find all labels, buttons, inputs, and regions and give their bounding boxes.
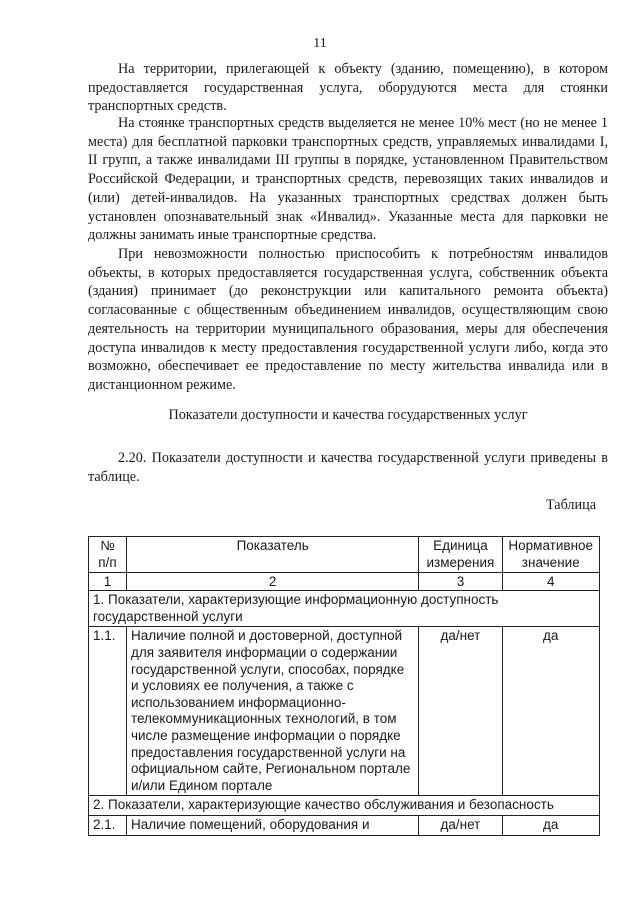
- column-number: 1: [89, 573, 127, 591]
- column-number: 4: [502, 573, 600, 591]
- row-unit: да/нет: [419, 815, 502, 835]
- table-section-row: [89, 591, 600, 627]
- row-indicator: Наличие помещений, оборудования и: [126, 815, 418, 835]
- table-header-row: [89, 537, 600, 573]
- header-unit: Единица измерения: [419, 537, 502, 573]
- header-num: № п/п: [89, 537, 127, 573]
- table-caption: Таблица: [545, 497, 596, 513]
- paragraph-text: 2.20. Показатели доступности и качества государственной услуги приведены в таблице.: [88, 450, 608, 485]
- table-row: [89, 627, 600, 796]
- paragraph-2-20: [88, 449, 608, 486]
- page-number: 11: [313, 36, 327, 51]
- column-number: 3: [419, 573, 502, 591]
- paragraph-text: При невозможности полностью приспособить к потребностям инвалидов объекты, в которых предоставляется государственная услуга, собственник объекта (здания) принимает (до реконструкции или капитального ремонта объекта) согласованные с общественным объединением инвалидов, осуществляющим свою деятельность на территории муниципального образования, меры для обеспечения доступа инвалидов к месту предоставления государственной услуги либо, когда это возможно, обеспечивает ее предоставление по месту жительства инвалида или в дистанционном режиме.: [88, 246, 608, 393]
- row-norm: да: [502, 627, 600, 796]
- header-indicator: Показатель: [126, 537, 418, 573]
- row-unit: да/нет: [419, 627, 502, 796]
- indicators-table: [88, 536, 600, 836]
- paragraph-disabled-parking: [88, 114, 608, 245]
- paragraph-parking-area: [88, 60, 608, 116]
- header-norm: Нормативное значение: [502, 537, 600, 573]
- row-num: 2.1.: [89, 815, 127, 835]
- paragraph-accessibility-measures: [88, 245, 608, 395]
- column-numbers-row: [89, 573, 600, 591]
- column-number: 2: [126, 573, 418, 591]
- row-norm: да: [502, 815, 600, 835]
- row-indicator: Наличие полной и достоверной, доступной для заявителя информации о содержании государственной услуги, способах, порядке и условиях ее получения, а также с использованием информационно-телекоммуникационных технологий, в том числе размещение информации о порядке предоставления государственной услуги на официальном сайте, Региональном портале и/или Едином портале: [126, 627, 418, 796]
- section-heading: Показатели доступности и качества государственных услуг: [168, 407, 528, 423]
- table-row: [89, 815, 600, 835]
- section-title: 2. Показатели, характеризующие качество обслуживания и безопасность: [89, 796, 600, 816]
- row-num: 1.1.: [89, 627, 127, 796]
- paragraph-text: На территории, прилегающей к объекту (зданию, помещению), в котором предоставляется государственная услуга, оборудуются места для стоянки транспортных средств.: [88, 61, 608, 115]
- section-title: 1. Показатели, характеризующие информационную доступность государственной услуги: [89, 591, 600, 627]
- table-section-row: [89, 796, 600, 816]
- paragraph-text: На стоянке транспортных средств выделяется не менее 10% мест (но не менее 1 места) для бесплатной парковки транспортных средств, управляемых инвалидами I, II групп, а также инвалидами III группы в порядке, установленном Правительством Российской Федерации, и транспортных средств, перевозящих таких инвалидов и (или) детей-инвалидов. На указанных транспортных средствах должен быть установлен опознавательный знак «Инвалид». Указанные места для парковки не должны занимать иные транспортные средства.: [88, 115, 608, 244]
